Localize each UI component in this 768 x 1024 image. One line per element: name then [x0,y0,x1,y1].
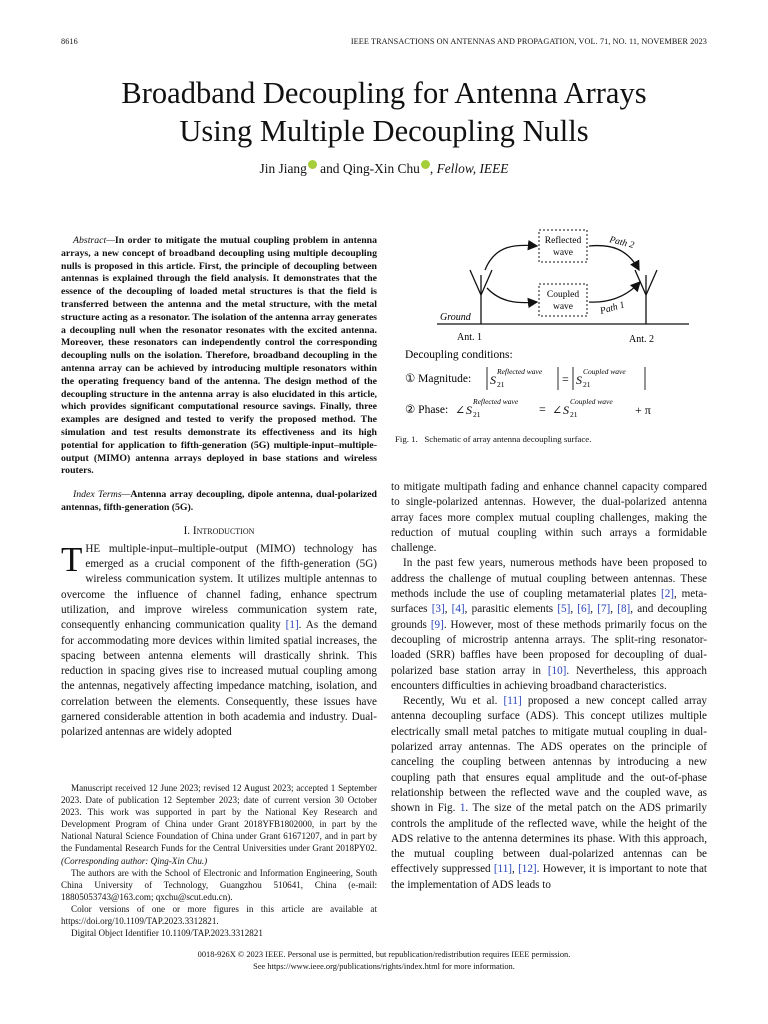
phase-label: ② Phase: [405,404,449,416]
citation-link[interactable]: [3] [431,603,445,616]
subscript-21: 21 [497,380,505,389]
left-column [61,235,377,741]
footnote-manuscript: Manuscript received 12 June 2023; revised 12 August 2023; accepted 1 September 2023. Date of publication 12 September 2023; date of current version 30 October 2023. This work was supported in part by the National Key Research and Development Program of China under Grant 2018YFB1802000, in part by the National Natural Science Foundation of China under Grant 61671207, and in part by the Fundamental Research Funds for the Central Universities under Grant 2018PY02. [61,783,377,854]
path-arrow [589,282,640,302]
section-heading [61,525,377,537]
figure-link[interactable]: 1 [459,802,466,815]
ant2-label: Ant. 2 [629,334,654,345]
section-number: I. [183,524,191,537]
intro-text-b: . As the demand for accommodating more devices within limited spatial increases, the spacing between antenna elements will drastically shrink. This reduction in spacing gives rise to increased mutual coupling among the antennas, negatively affecting impedance matching, isolation, and correlation between the elements. Consequently, these issues have garnered considerable attention in both academia and industry. Dual-polarized antennas are widely adopted [61,619,377,739]
citation-link[interactable]: [11] [503,695,522,708]
figure-1 [395,220,707,460]
superscript-reflected: Reflected wave [473,397,519,406]
paragraph: In the past few years, numerous methods have been proposed to address the challenge of mutual coupling between antennas. These methods include the use of coupling metamaterial plates [2], meta-surfaces [3], [4], parasitic elements [5], [6], [7], [8], and decoupling grounds [9]. However, most of these methods primarily focus on the decoupling of microstrip antenna arrays. The split-ring resonator-loaded (SRR) baffles have been proposed for decoupling of dual-polarized base station array in [10]. Nevertheless, this approach encounters difficulties in achieving broadband characteristics. [391,557,708,692]
running-header: IEEE TRANSACTIONS ON ANTENNAS AND PROPAGATION, VOL. 71, NO. 11, NOVEMBER 2023 [350,37,707,46]
orcid-icon[interactable] [421,160,430,169]
footnote-affiliation: The authors are with the School of Electronic and Information Engineering, South China University of Technology, Guangzhou 510641, China (e-mail: 18805053743@163.com; qxchu@scut.edu.cn). [61,867,377,902]
citation-link[interactable]: [9] [430,618,444,631]
citation-link[interactable]: [12] [518,863,537,876]
magnitude-label: ① Magnitude: [405,373,472,385]
coupled-label-2: wave [552,302,574,312]
s-parameter: S [466,403,472,417]
plus-pi: + π [635,403,651,417]
s-parameter: S [563,403,569,417]
paragraph: Recently, Wu et al. [11] proposed a new concept called array antenna decoupling surface (ADS). This concept utilizes multiple electrically small metal patches to mitigate mutual coupling in dual-polarized array antennas. The ADS operates on the principle of canceling the coupling between antennas by introducing a new coupling path that ensures equal amplitude and the out-of-phase relationship between the reflected wave and the coupled wave, as shown in Fig. 1. The size of the metal patch on the ADS primarily controls the amplitude of the reflected wave, while the height of the ADS relative to the antenna determines its phase. With this approach, the mutual coupling between dual-polarized antennas can be effectively suppressed [11], [12]. However, it is important to note that the implementation of ADS leads to [391,695,707,891]
footnote-block [61,782,377,939]
copyright-footer [0,949,768,973]
intro-text-a: HE multiple-input–multiple-output (MIMO) technology has emerged as a crucial component of the fifth-generation (5G) wireless communication system. It utilizes multiple antennas to overcome the influence of channel fading, enhance spectrum utilization, and improve wireless communication system rate, consequently enhancing communication quality [61,542,377,632]
citation-link[interactable]: [8] [617,603,631,616]
superscript-coupled: Coupled wave [570,397,613,406]
s-parameter: S [490,373,496,387]
author-list: Jin Jiang and Qing-Xin Chu , Fellow, IEEE [259,161,509,176]
coupled-label-1: Coupled [546,290,580,300]
index-terms-text: Antenna array decoupling, dipole antenna, dual-polarized antennas, fifth-generation (5G). [61,489,377,513]
author-2-membership: Fellow, IEEE [436,161,509,176]
citation-link[interactable]: [10] [547,664,567,677]
antenna-1-icon [470,270,492,324]
angle-symbol: ∠ [455,403,466,417]
author-and: and [320,161,340,176]
citation-link[interactable]: [4] [451,603,465,616]
citation-link[interactable]: [7] [597,603,611,616]
superscript-coupled: Coupled wave [583,367,626,376]
footnote-doi: Digital Object Identifier 10.1109/TAP.2023.3312821 [71,928,263,939]
path1-label: Path 1 [599,300,626,317]
path2-label: Path 2 [608,235,636,251]
citation-link[interactable]: [2] [661,588,675,601]
paragraph: to mitigate multipath fading and enhance channel capacity compared to single-polarized antennas. However, the dual-polarized antenna array faces more complex mutual coupling challenges, making the reduction of mutual coupling within such arrays a formidable challenge. [391,481,707,555]
subscript-21: 21 [583,380,591,389]
index-terms: Index Terms—Antenna array decoupling, dipole antenna, dual-polarized antennas, fifth-generation (5G). [61,489,377,513]
citation-link[interactable]: [5] [557,603,571,616]
page-number: 8616 [61,37,78,46]
path-arrow [485,245,537,270]
decoupling-schematic [395,220,707,460]
equals-sign: = [539,402,546,416]
caption-number: Fig. 1. [395,434,418,444]
intro-paragraph [61,539,377,741]
author-2[interactable]: Qing-Xin Chu [342,161,420,176]
drop-cap: T [61,539,83,579]
superscript-reflected: Reflected wave [497,367,543,376]
abstract-text: In order to mitigate the mutual coupling problem in antenna arrays, a new concept of broadband decoupling using multiple decoupling nulls is proposed in this article. First, the principle of decoupling between antennas is explained through the field analysis. It demonstrates that the essence of the decoupling of loaded metal structures is that the field is transferred between the antenna and the metal structure, with the metal structure acting as a resonator. The isolation of the antenna array generates a decoupling null when the resonator resonates with the excited antenna. Moreover, these resonators can independently control the corresponding decoupling nulls on the isolation. Therefore, broadband decoupling in the antenna array can be achieved by introducing multiple resonators within the operating frequency band of the antenna. The design method of the decoupling structure in the antenna array is also elucidated in this article, which provides significant computational resource savings. Finally, three examples are designed and tested to verify the proposed method. The simulation and test results demonstrate its effectiveness and its high potential for application to fifth-generation (5G) multiple-input–multiple-output (MIMO) antenna arrays deployed in base stations and wireless routers. [61,235,377,477]
right-column [391,480,707,893]
caption-text: Schematic of array antenna decoupling surface. [424,434,592,444]
section-title: Introduction [192,524,255,537]
title-line-2: Using Multiple Decoupling Nulls [179,114,589,148]
index-terms-label: Index Terms [73,489,122,501]
path-arrow [487,288,537,303]
equals-sign: = [562,372,569,386]
conditions-label: Decoupling conditions: [405,349,513,361]
footnote-color: Color versions of one or more figures in this article are available at https://doi.org/10.1109/TAP.2023.3312821. [61,903,377,927]
angle-symbol: ∠ [552,403,563,417]
citation-link[interactable]: [6] [577,603,591,616]
subscript-21: 21 [570,410,578,419]
abstract-label: Abstract [73,235,107,246]
figure-caption [395,434,591,444]
title-line-1: Broadband Decoupling for Antenna Arrays [121,76,647,110]
antenna-2-icon [635,270,657,324]
footnote-corresponding: (Corresponding author: Qing-Xin Chu.) [61,855,208,866]
citation-link[interactable]: [11] [493,863,513,876]
reflected-label-2: wave [552,248,574,258]
copyright-line-2: See https://www.ieee.org/publications/rights/index.html for more information. [253,962,515,971]
copyright-line-1: 0018-926X © 2023 IEEE. Personal use is permitted, but republication/redistribution requires IEEE permission. [197,950,571,959]
citation-link[interactable]: [1] [285,619,299,632]
ground-label: Ground [440,312,471,323]
orcid-icon[interactable] [308,160,317,169]
s-parameter: S [576,373,582,387]
subscript-21: 21 [473,410,481,419]
reflected-label-1: Reflected [544,236,582,246]
ant1-label: Ant. 1 [457,332,482,343]
author-1[interactable]: Jin Jiang [259,161,307,176]
abstract: Abstract—In order to mitigate the mutual coupling problem in antenna arrays, a new concept of broadband decoupling using multiple decoupling nulls is proposed in this article. First, the principle of decoupling between antennas is explained through the field analysis. It demonstrates that the essence of the decoupling of loaded metal structures is that the field is transferred between the antenna and the metal structure, with the metal structure acting as a resonator. The isolation of the antenna array generates a decoupling null when the resonator resonates with the excited antenna. Moreover, these resonators can independently control the corresponding decoupling nulls on the isolation. Therefore, broadband decoupling in the antenna array can be achieved by introducing multiple resonators within the operating frequency band of the antenna. The design method of the decoupling structure in the antenna array is also elucidated in this article, which provides significant computational resource savings. Finally, three examples are designed and tested to verify the proposed method. The simulation and test results demonstrate its effectiveness and its high potential for application to fifth-generation (5G) multiple-input–multiple-output (MIMO) antenna arrays deployed in base stations and wireless routers. [61,235,377,477]
paper-title [0,74,768,150]
